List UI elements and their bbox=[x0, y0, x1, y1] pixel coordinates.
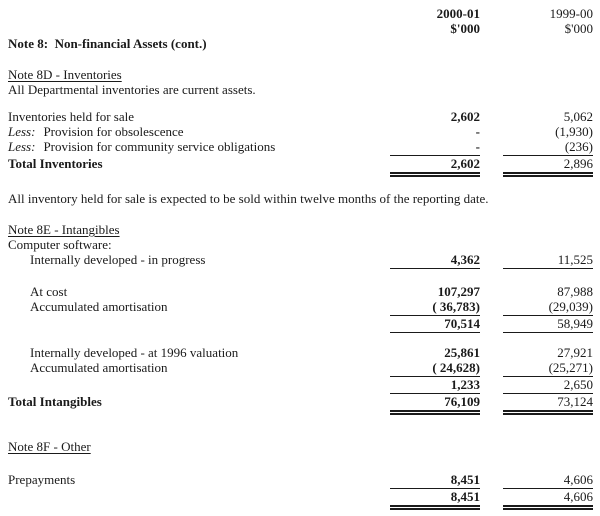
row-label: Total Intangibles bbox=[8, 394, 102, 409]
column-header-years bbox=[8, 6, 593, 21]
row-inventories-held-for-sale bbox=[8, 109, 593, 124]
row-label: At cost bbox=[30, 284, 68, 299]
value-current: 107,297 bbox=[437, 284, 480, 299]
column-year-current: 2000-01 bbox=[436, 6, 480, 21]
row-internally-developed-in-progress bbox=[8, 252, 593, 269]
value-prior: 87,988 bbox=[557, 284, 593, 299]
computer-software-subheading: Computer software: bbox=[8, 237, 112, 252]
value-current: - bbox=[475, 124, 480, 139]
row-prepayments bbox=[8, 472, 593, 489]
value-prior: (25,271) bbox=[503, 360, 593, 377]
value-prior: 11,525 bbox=[503, 252, 593, 269]
row-label: Inventories held for sale bbox=[8, 109, 134, 124]
value-current: 8,451 bbox=[390, 472, 480, 489]
row-total-other bbox=[8, 489, 593, 510]
section-heading-8e-row bbox=[8, 222, 593, 237]
row-internally-developed-1996-valuation bbox=[8, 345, 593, 360]
row-label: Total Inventories bbox=[8, 156, 103, 171]
value-prior: 2,896 bbox=[503, 156, 593, 177]
value-prior: 27,921 bbox=[557, 345, 593, 360]
row-accumulated-amortisation-cost bbox=[8, 299, 593, 316]
value-current: ( 24,628) bbox=[390, 360, 480, 377]
row-label: Internally developed - in progress bbox=[30, 252, 206, 267]
value-prior: 4,606 bbox=[503, 472, 593, 489]
row-label: Provision for obsolescence bbox=[43, 124, 184, 139]
value-current: - bbox=[390, 139, 480, 156]
row-total-intangibles bbox=[8, 394, 593, 415]
row-label: Accumulated amortisation bbox=[30, 360, 168, 375]
column-header-units bbox=[8, 21, 593, 36]
value-current: 2,602 bbox=[450, 109, 480, 124]
value-prior: 2,650 bbox=[503, 377, 593, 394]
value-prior: 5,062 bbox=[563, 109, 593, 124]
value-current: 76,109 bbox=[390, 394, 480, 415]
inventories-intro: All Departmental inventories are current assets. bbox=[8, 82, 256, 97]
value-current: 25,861 bbox=[444, 345, 480, 360]
value-current: 1,233 bbox=[390, 377, 480, 394]
row-total-inventories bbox=[8, 156, 593, 177]
row-net-valuation bbox=[8, 377, 593, 394]
value-current: 70,514 bbox=[390, 316, 480, 333]
row-net-at-cost bbox=[8, 316, 593, 333]
less-prefix: Less: bbox=[8, 124, 36, 139]
note-title: Note 8: Non-financial Assets (cont.) bbox=[8, 36, 207, 51]
value-current: ( 36,783) bbox=[390, 299, 480, 316]
value-prior: (236) bbox=[503, 139, 593, 156]
less-prefix: Less: bbox=[8, 139, 36, 154]
row-accumulated-amortisation-valuation bbox=[8, 360, 593, 377]
section-heading-8f: Note 8F - Other bbox=[8, 439, 91, 454]
value-current: 8,451 bbox=[390, 489, 480, 510]
value-prior: 4,606 bbox=[503, 489, 593, 510]
section-heading-8f-row bbox=[8, 439, 593, 454]
row-label: Provision for community service obligations bbox=[43, 139, 276, 154]
column-year-prior: 1999-00 bbox=[549, 6, 593, 21]
inventories-footnote: All inventory held for sale is expected to be sold within twelve months of the reporting date. bbox=[8, 191, 489, 206]
column-unit-prior: $'000 bbox=[564, 21, 593, 36]
value-prior: 73,124 bbox=[503, 394, 593, 415]
section-heading-8d: Note 8D - Inventories bbox=[8, 67, 122, 82]
row-provision-community-service bbox=[8, 139, 593, 156]
section-heading-8e: Note 8E - Intangibles bbox=[8, 222, 120, 237]
column-unit-current: $'000 bbox=[450, 21, 480, 36]
computer-software-row bbox=[8, 237, 593, 252]
row-label-group bbox=[8, 139, 390, 154]
value-prior: (29,039) bbox=[503, 299, 593, 316]
value-prior: (1,930) bbox=[555, 124, 593, 139]
row-label-group bbox=[8, 124, 390, 139]
note-title-row bbox=[8, 36, 593, 51]
row-label: Prepayments bbox=[8, 472, 76, 487]
value-current: 4,362 bbox=[390, 252, 480, 269]
row-label: Accumulated amortisation bbox=[30, 299, 168, 314]
value-prior: 58,949 bbox=[503, 316, 593, 333]
value-current: 2,602 bbox=[390, 156, 480, 177]
row-at-cost bbox=[8, 284, 593, 299]
inventories-footnote-row bbox=[8, 191, 593, 206]
inventories-intro-row bbox=[8, 82, 593, 97]
row-label: Internally developed - at 1996 valuation bbox=[30, 345, 239, 360]
row-provision-obsolescence bbox=[8, 124, 593, 139]
section-heading-8d-row bbox=[8, 67, 593, 82]
